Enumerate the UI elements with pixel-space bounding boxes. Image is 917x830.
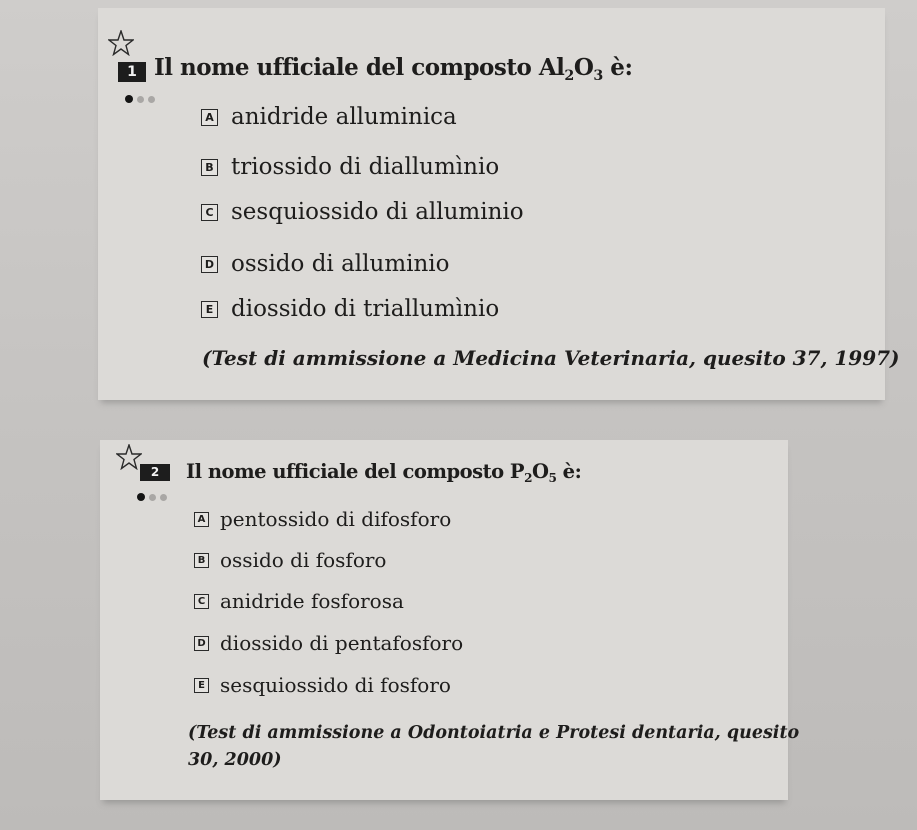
option-text: diossido di pentafosforo <box>220 631 464 655</box>
difficulty-dot <box>148 96 155 103</box>
chemical-formula: $Al_2O_3$ <box>538 54 603 84</box>
option-a[interactable] <box>194 507 451 531</box>
option-letter: E <box>201 301 218 318</box>
question-number-badge: 1 <box>118 62 146 82</box>
difficulty-dot-filled <box>137 493 145 501</box>
option-text: triossido di diallumìnio <box>231 154 500 180</box>
option-letter: D <box>194 636 209 651</box>
question-text: Il nome ufficiale del composto $P_2O_5$ è: <box>186 460 582 486</box>
option-letter: B <box>201 159 218 176</box>
option-letter: E <box>194 678 209 693</box>
option-letter: B <box>194 553 209 568</box>
chemical-formula: $P_2O_5$ <box>509 460 557 486</box>
option-c[interactable] <box>194 589 404 613</box>
difficulty-indicator <box>137 493 167 501</box>
option-a[interactable] <box>201 104 457 130</box>
question-source: (Test di ammissione a Medicina Veterinaria, quesito 37, 1997) <box>202 346 900 370</box>
option-text: anidride fosforosa <box>220 589 404 613</box>
option-text: ossido di fosforo <box>220 548 387 572</box>
question-source: (Test di ammissione a Odontoiatria e Protesi dentaria, quesito 30, 2000) <box>188 723 800 771</box>
option-letter: A <box>201 109 218 126</box>
question-card-1 <box>98 8 900 400</box>
difficulty-dot <box>137 96 144 103</box>
difficulty-dot <box>160 494 167 501</box>
option-e[interactable] <box>201 296 499 322</box>
option-text: sesquiossido di fosforo <box>220 673 451 697</box>
option-e[interactable] <box>194 673 451 697</box>
question-number-badge: 2 <box>140 464 170 481</box>
option-letter: A <box>194 512 209 527</box>
question-card-2 <box>100 440 800 800</box>
star-icon <box>108 30 134 56</box>
option-letter: D <box>201 256 218 273</box>
option-c[interactable] <box>201 199 524 225</box>
difficulty-indicator <box>125 95 155 103</box>
option-letter: C <box>194 594 209 609</box>
option-d[interactable] <box>201 251 450 277</box>
option-letter: C <box>201 204 218 221</box>
option-text: sesquiossido di alluminio <box>231 199 524 225</box>
difficulty-dot <box>149 494 156 501</box>
option-b[interactable] <box>194 548 386 572</box>
option-text: anidride alluminica <box>231 104 457 130</box>
question-text: Il nome ufficiale del composto $Al_2O_3$ è: <box>154 54 633 84</box>
option-text: pentossido di difosforo <box>220 507 452 531</box>
option-text: diossido di triallumìnio <box>231 296 500 322</box>
option-b[interactable] <box>201 154 499 180</box>
option-d[interactable] <box>194 631 463 655</box>
difficulty-dot-filled <box>125 95 133 103</box>
option-text: ossido di alluminio <box>231 251 450 277</box>
star-icon <box>116 444 142 470</box>
